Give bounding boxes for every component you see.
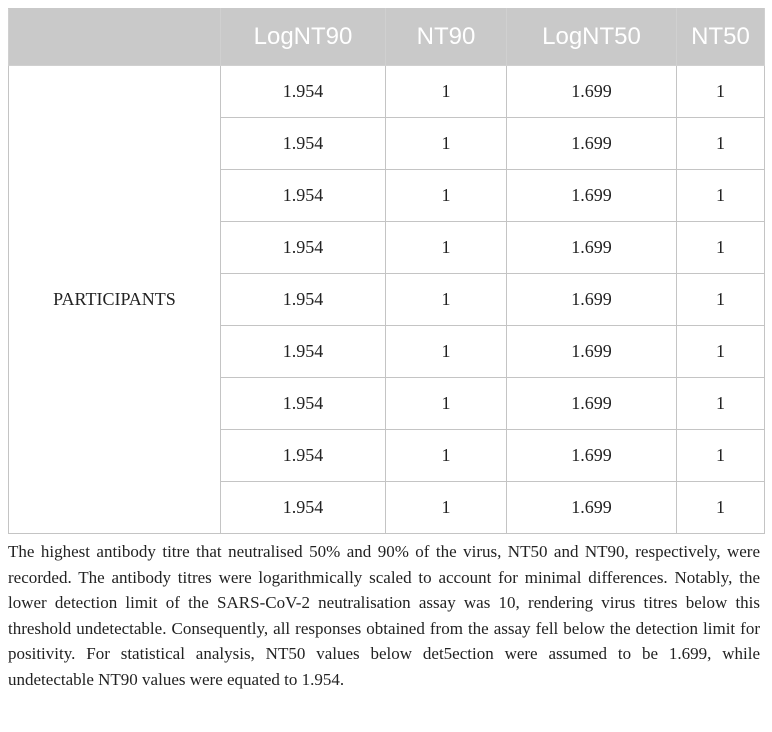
nt50-cell: 1 [677, 274, 765, 326]
results-table [8, 8, 765, 534]
nt90-cell: 1 [386, 274, 507, 326]
lognt50-cell: 1.699 [507, 170, 677, 222]
nt90-cell: 1 [386, 66, 507, 118]
lognt90-cell: 1.954 [221, 222, 386, 274]
lognt50-cell: 1.699 [507, 430, 677, 482]
lognt50-cell: 1.699 [507, 326, 677, 378]
nt90-cell: 1 [386, 378, 507, 430]
nt90-cell: 1 [386, 482, 507, 534]
nt50-cell: 1 [677, 378, 765, 430]
nt90-cell: 1 [386, 118, 507, 170]
header-lognt50: LogNT50 [507, 9, 677, 66]
nt50-cell: 1 [677, 430, 765, 482]
nt90-cell: 1 [386, 430, 507, 482]
table-row [9, 66, 765, 118]
lognt90-cell: 1.954 [221, 118, 386, 170]
nt50-cell: 1 [677, 326, 765, 378]
nt50-cell: 1 [677, 66, 765, 118]
nt90-cell: 1 [386, 222, 507, 274]
nt50-cell: 1 [677, 170, 765, 222]
lognt90-cell: 1.954 [221, 326, 386, 378]
lognt50-cell: 1.699 [507, 274, 677, 326]
table-body [9, 66, 765, 534]
header-lognt90: LogNT90 [221, 9, 386, 66]
lognt90-cell: 1.954 [221, 66, 386, 118]
nt50-cell: 1 [677, 482, 765, 534]
lognt50-cell: 1.699 [507, 118, 677, 170]
nt50-cell: 1 [677, 222, 765, 274]
nt90-cell: 1 [386, 170, 507, 222]
header-nt50: NT50 [677, 9, 765, 66]
nt50-cell: 1 [677, 118, 765, 170]
nt90-cell: 1 [386, 326, 507, 378]
lognt50-cell: 1.699 [507, 66, 677, 118]
participants-group-label: PARTICIPANTS [9, 66, 221, 534]
table-caption: The highest antibody titre that neutralised 50% and 90% of the virus, NT50 and NT90, respectively, were recorded. The antibody titres were logarithmically scaled to account for minimal differences. Notably, the lower detection limit of the SARS-CoV-2 neutralisation assay was 10, rendering virus titres below this threshold undetectable. Consequently, all responses obtained from the assay fell below the detection limit for positivity. For statistical analysis, NT50 values below det5ection were assumed to be 1.699, while undetectable NT90 values were equated to 1.954. [8, 542, 760, 689]
header-nt90: NT90 [386, 9, 507, 66]
lognt90-cell: 1.954 [221, 170, 386, 222]
lognt90-cell: 1.954 [221, 378, 386, 430]
lognt50-cell: 1.699 [507, 222, 677, 274]
lognt90-cell: 1.954 [221, 482, 386, 534]
table-header-row [9, 9, 765, 66]
header-blank-cell [9, 9, 221, 66]
lognt90-cell: 1.954 [221, 274, 386, 326]
lognt50-cell: 1.699 [507, 378, 677, 430]
lognt90-cell: 1.954 [221, 430, 386, 482]
lognt50-cell: 1.699 [507, 482, 677, 534]
